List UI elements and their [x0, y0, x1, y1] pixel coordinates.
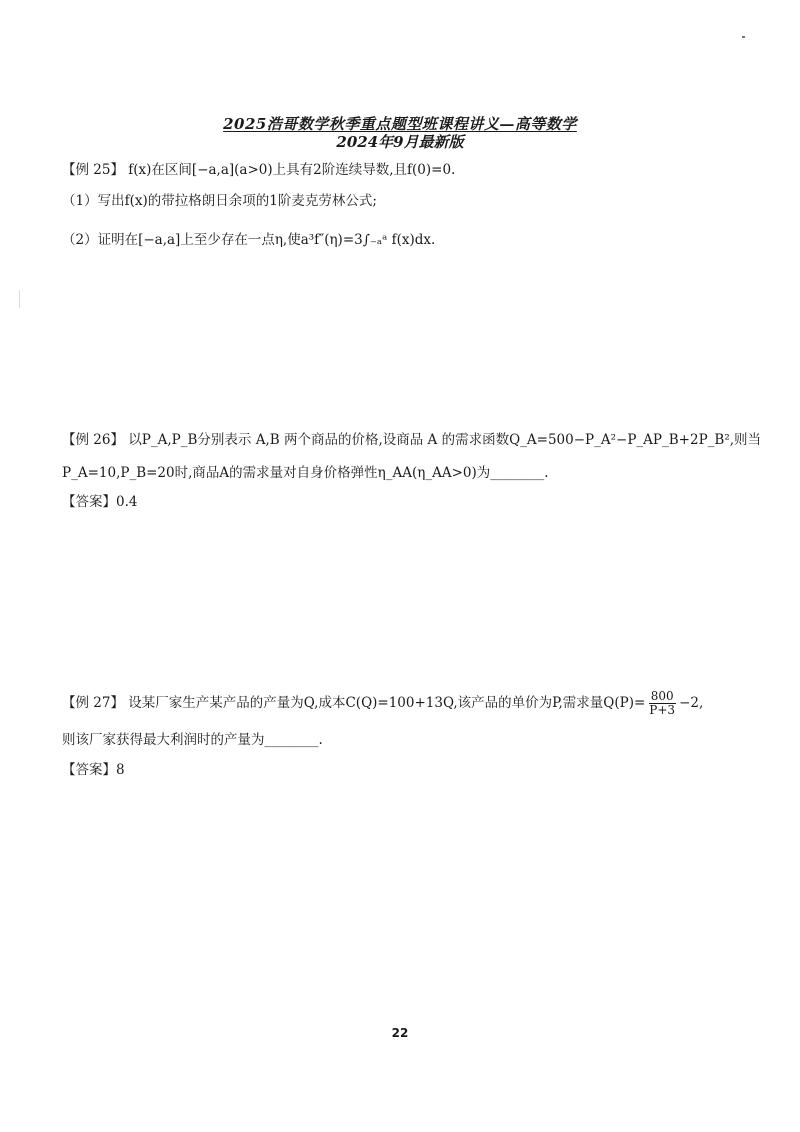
header-title: 2025浩哥数学秋季重点题型班课程讲义—高等数学	[223, 115, 577, 133]
example-27-tag: 【例 27】	[62, 695, 124, 711]
example-25-tag: 【例 25】	[62, 162, 124, 178]
example-25-statement: f(x)在区间[−a,a](a>0)上具有2阶连续导数,且f(0)=0.	[128, 162, 456, 178]
example-27-answer	[62, 760, 125, 780]
example-27-line-1	[62, 690, 703, 717]
example-25-part-2: （2）证明在[−a,a]上至少存在一点η,使a³f″(η)=3∫₋ₐᵃ f(x)dx.	[62, 232, 436, 248]
answer-label: 【答案】	[62, 494, 116, 510]
fraction-numerator: 800	[650, 689, 674, 703]
demand-fraction	[647, 690, 677, 717]
example-26-tag: 【例 26】	[62, 432, 124, 448]
answer-label: 【答案】	[62, 762, 116, 778]
example-25-line-1	[62, 160, 455, 180]
page-number: 22	[391, 1026, 409, 1040]
fraction-denominator: P+3	[649, 703, 676, 717]
example-25-part-1: （1）写出f(x)的带拉格朗日余项的1阶麦克劳林公式;	[62, 193, 377, 209]
header-subtitle: 2024年9月最新版	[336, 133, 464, 151]
example-26-statement: 以P_A,P_B分别表示 A,B 两个商品的价格,设商品 A 的需求函数Q_A=500−P_A²−P_AP_B+2P_B²,则当	[128, 432, 762, 448]
scan-speck	[742, 36, 745, 38]
example-26-line-1	[62, 430, 761, 450]
example-26-line-2: P_A=10,P_B=20时,商品A的需求量对自身价格弹性η_AA(η_AA>0)为________.	[62, 465, 549, 481]
answer-value: 8	[116, 762, 125, 778]
example-27-statement: 设某厂家生产某产品的产量为Q,成本C(Q)=100+13Q,该产品的单价为P,需求量Q(P)=	[128, 695, 646, 711]
example-27-line-2: 则该厂家获得最大利润时的产量为________.	[62, 732, 323, 748]
example-27-statement-end: −2,	[679, 695, 704, 711]
scan-edge-mark	[19, 290, 20, 308]
example-26-answer	[62, 492, 137, 512]
answer-value: 0.4	[116, 494, 138, 510]
